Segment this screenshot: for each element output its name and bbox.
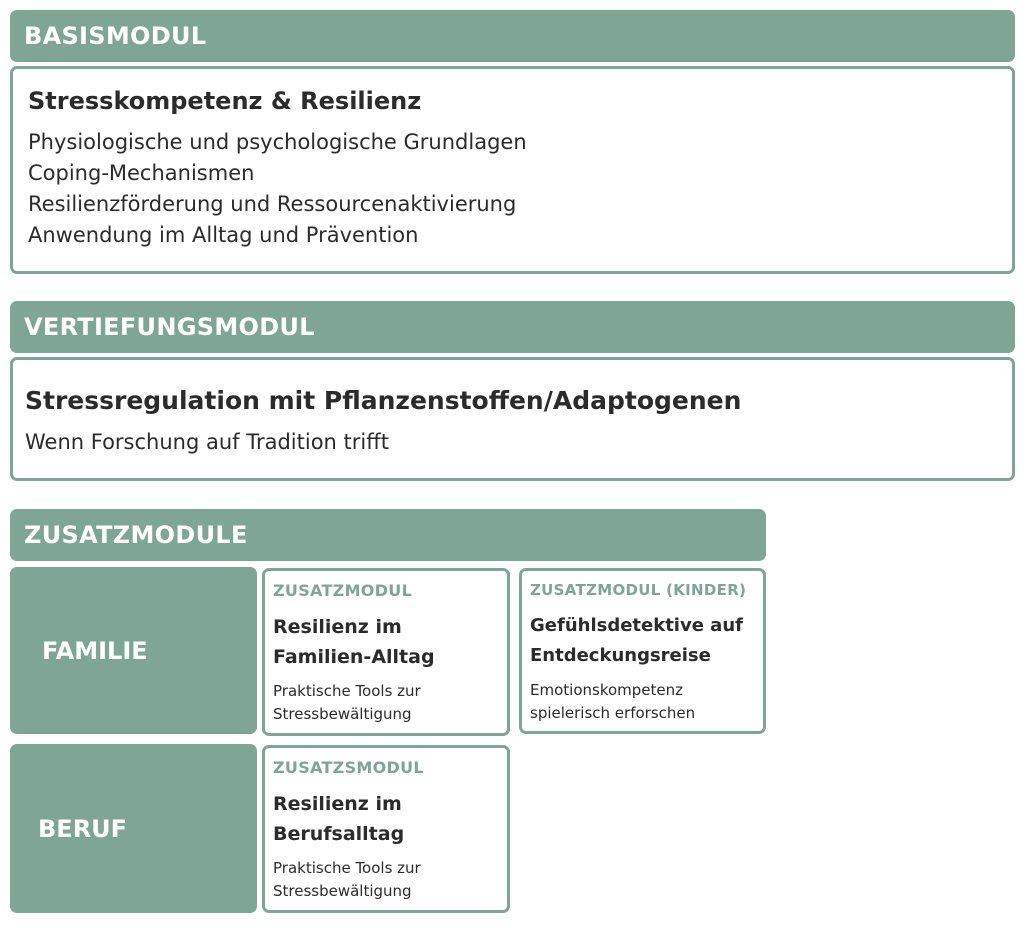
basismodul-line-3: Resilienzförderung und Ressourcenaktivierung — [28, 192, 517, 216]
basismodul-title: Stresskompetenz & Resilienz — [28, 87, 422, 115]
card-desc-line: Stressbewältigung — [273, 705, 412, 723]
card-tag: ZUSATZMODUL (KINDER) — [530, 581, 747, 599]
basismodul-panel — [10, 66, 1015, 274]
category-beruf — [10, 744, 257, 913]
vertiefungsmodul-title: Stressregulation mit Pflanzenstoffen/Adaptogenen — [25, 386, 742, 415]
category-familie-label: FAMILIE — [42, 636, 148, 665]
card-desc-line: Emotionskompetenz — [530, 681, 683, 699]
card-berufsalltag — [262, 745, 510, 913]
card-desc-line: Praktische Tools zur — [273, 859, 421, 877]
card-tag: ZUSATZSMODUL — [273, 758, 424, 777]
vertiefungsmodul-header-label: VERTIEFUNGSMODUL — [24, 313, 315, 341]
vertiefungsmodul-panel — [10, 357, 1015, 481]
basismodul-line-2: Coping-Mechanismen — [28, 161, 255, 185]
basismodul-line-4: Anwendung im Alltag und Prävention — [28, 223, 419, 247]
card-gefuehlsdetektive — [519, 568, 766, 734]
card-title-line: Familien-Alltag — [273, 646, 435, 668]
card-title-line: Resilienz im — [273, 793, 402, 815]
basismodul-line-1: Physiologische und psychologische Grundlagen — [28, 130, 527, 154]
card-description — [273, 680, 499, 726]
category-familie — [10, 567, 257, 734]
vertiefungsmodul-subtitle: Wenn Forschung auf Tradition trifft — [25, 430, 389, 454]
card-title — [273, 789, 499, 849]
card-title-line: Berufsalltag — [273, 823, 405, 845]
basismodul-header-label: BASISMODUL — [24, 22, 207, 50]
vertiefungsmodul-header — [10, 301, 1015, 353]
category-beruf-label: BERUF — [38, 814, 128, 843]
basismodul-header — [10, 10, 1015, 62]
card-desc-line: spielerisch erforschen — [530, 704, 696, 722]
zusatzmodule-header-label: ZUSATZMODULE — [24, 521, 248, 549]
card-tag: ZUSATZMODUL — [273, 581, 413, 600]
card-description — [530, 679, 755, 725]
card-title-line: Entdeckungsreise — [530, 645, 711, 666]
zusatzmodule-header — [10, 509, 766, 561]
card-title — [530, 611, 755, 671]
card-title-line: Resilienz im — [273, 616, 402, 638]
card-title — [273, 612, 499, 672]
card-familien-alltag — [262, 568, 510, 736]
card-desc-line: Praktische Tools zur — [273, 682, 421, 700]
card-desc-line: Stressbewältigung — [273, 882, 412, 900]
card-title-line: Gefühlsdetektive auf — [530, 615, 743, 636]
card-description — [273, 857, 499, 903]
